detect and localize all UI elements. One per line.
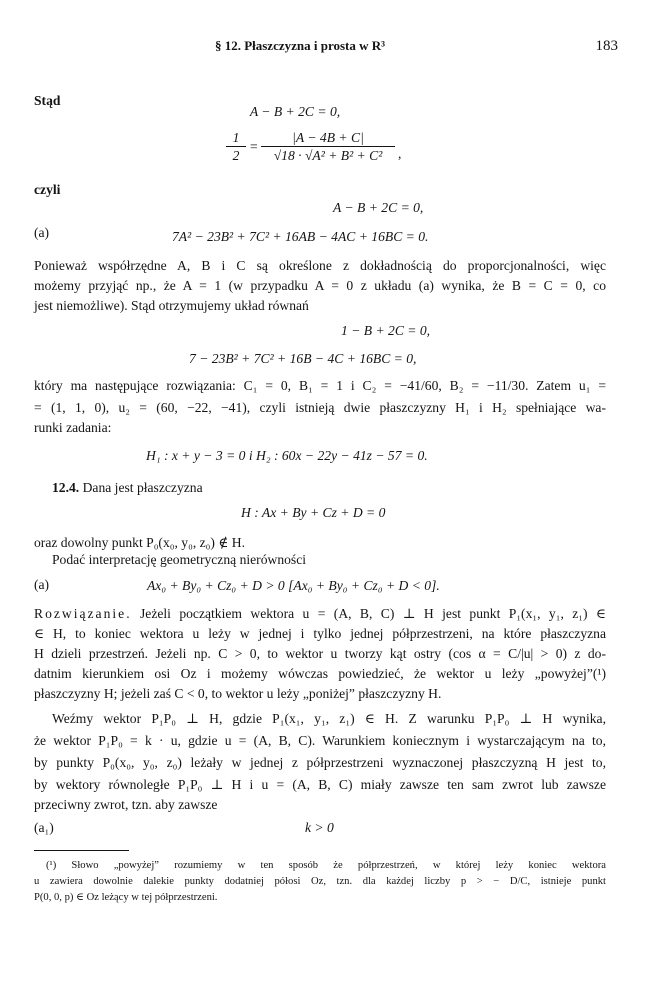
fraction-denominator: 2	[232, 148, 240, 163]
point-line: oraz dowolny punkt P₀(x₀, y₀, z₀) ∉ H.	[34, 535, 245, 550]
fraction-one-half	[226, 130, 246, 165]
paragraph-1-line-3: jest niemożliwe). Stąd otrzymujemy układ równań	[34, 298, 309, 313]
solution-line-3: H dzieli przestrzeń. Jeżeli np. C > 0, to wektor u tworzy kąt ostry (cos α = C/|u| > 0) z do-	[34, 646, 606, 661]
inequality: Ax₀ + By₀ + Cz₀ + D > 0 [Ax₀ + By₀ + Cz₀ + D < 0].	[147, 578, 440, 593]
solution-line-5: płaszczyzny H; jeżeli zaś C < 0, to wektor u leży „poniżej” płaszczyzny H.	[34, 686, 442, 701]
footnote-line-3: P(0, 0, p) ∈ Oz leżący w tej półprzestrzeni.	[34, 892, 218, 903]
solution-line-1	[34, 606, 606, 622]
label-czyli: czyli	[34, 182, 61, 197]
label-stad: Stąd	[34, 93, 61, 108]
label-a1: (a₁)	[34, 820, 54, 835]
equation-5: 1 − B + 2C = 0,	[341, 323, 431, 338]
fraction-numerator: 1	[226, 130, 246, 147]
solution-label: Rozwiązanie.	[34, 606, 132, 621]
running-title: § 12. Płaszczyzna i prosta w R³	[214, 38, 386, 53]
equation-7: H₁ : x + y − 3 = 0 i H₂ : 60x − 22y − 41z − 57 = 0.	[146, 448, 428, 463]
fraction-denominator: √18 · √A² + B² + C²	[273, 148, 383, 163]
label-a: (a)	[34, 225, 50, 240]
paragraph-2-line-2: = (1, 1, 0), u₂ = (60, −22, −41), czyli istnieją dwie płaszczyzny H₁ i H₂ spełniające wa-	[34, 400, 606, 415]
solution-paragraph-2-line-5: przeciwny zwrot, tzn. aby zawsze	[34, 797, 218, 812]
footnote-line-2: u zawiera dowolnie dalekie punkty dodatniej półosi Oz, tzn. dla każdej liczby p > − D/C, istnieje punkt	[34, 876, 606, 887]
page-number: 183	[595, 38, 618, 54]
solution-text: Jeżeli początkiem wektora u = (A, B, C) ⊥ H jest punkt P₁(x₁, y₁, z₁) ∈	[131, 606, 606, 621]
problem-number: 12.4.	[52, 480, 80, 495]
fraction-distance	[261, 130, 395, 165]
solution-line-2: ∈ H, to koniec wektora u leży w jednej i tylko jednej półprzestrzeni, na które płaszczyzna	[34, 626, 606, 641]
label-a-inequality: (a)	[34, 577, 50, 592]
paragraph-1-line-2: możemy przyjąć np., że A = 1 (w przypadku A = 0 z układu (a) wynika, że B = C = 0, co	[34, 278, 606, 293]
condition-k-positive: k > 0	[305, 820, 334, 835]
equation-6: 7 − 23B² + 7C² + 16B − 4C + 16BC = 0,	[189, 351, 417, 366]
solution-line-4: datnim kierunkiem osi Oz i możemy wówczas powiedzieć, że wektor u leży „powyżej”(¹)	[34, 666, 606, 681]
paragraph-2-line-3: runki zadania:	[34, 420, 112, 435]
solution-paragraph-2-line-4: by wektory równoległe P₁P₀ ⊥ H i u = (A, B, C) miały zawsze ten sam zwrot lub zawsze	[34, 777, 606, 792]
equation-1: A − B + 2C = 0,	[249, 104, 341, 119]
paragraph-1-line-1: Ponieważ współrzędne A, B i C są określone z dokładnością do proporcjonalności, więc	[34, 258, 606, 273]
equals-sign: =	[250, 139, 258, 154]
equation-4: 7A² − 23B² + 7C² + 16AB − 4AC + 16BC = 0.	[172, 229, 429, 244]
paragraph-2-line-1: który ma następujące rozwiązania: C₁ = 0, B₁ = 1 i C₂ = −41/60, B₂ = −11/30. Zatem u₁ =	[34, 378, 606, 393]
plane-equation: H : Ax + By + Cz + D = 0	[241, 505, 386, 520]
solution-paragraph-2-line-3: by punkty P₀(x₀, y₀, z₀) leżały w jednej z półprzestrzeni wyznaczonej płaszczyzną H jest to,	[34, 755, 606, 770]
footnote-rule	[34, 850, 129, 851]
problem-statement	[52, 480, 203, 496]
footnote-line-1: (¹) Słowo „powyżej” rozumiemy w ten sposób że półprzestrzeń, w której leży koniec wektora	[46, 860, 606, 871]
solution-paragraph-2-line-1: Weźmy wektor P₁P₀ ⊥ H, gdzie P₁(x₁, y₁, z₁) ∈ H. Z warunku P₁P₀ ⊥ H wynika,	[52, 711, 606, 726]
comma: ,	[398, 146, 402, 161]
fraction-numerator: |A − 4B + C|	[261, 130, 395, 147]
solution-paragraph-2-line-2: że wektor P₁P₀ = k · u, gdzie u = (A, B, C). Warunkiem koniecznym i wystarczającym na to,	[34, 733, 606, 748]
equation-3: A − B + 2C = 0,	[333, 200, 424, 215]
problem-intro: Dana jest płaszczyzna	[82, 480, 203, 495]
task-line: Podać interpretację geometryczną nierówności	[52, 552, 307, 567]
